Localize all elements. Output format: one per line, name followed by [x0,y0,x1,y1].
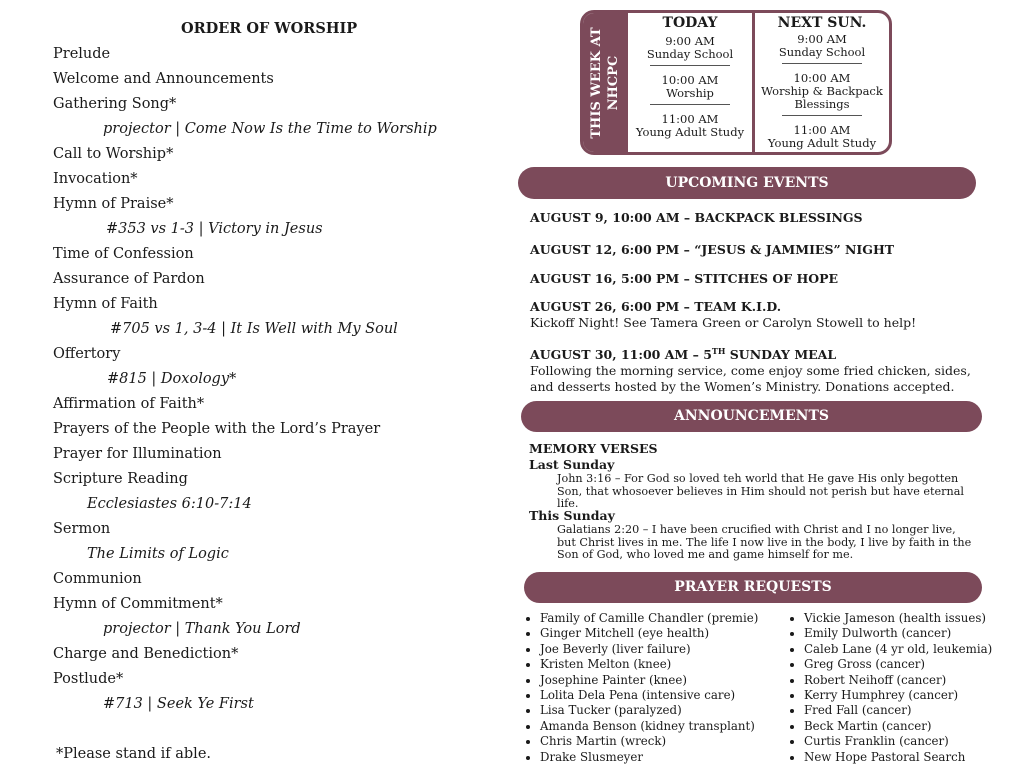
worship-item-detail: projector | Thank You Lord [103,621,301,637]
prayer-request-item: • Lolita Dela Pena (intensive care) [540,688,758,703]
worship-item: Hymn of Praise* [53,196,174,212]
event-item: AUGUST 26, 6:00 PM – TEAM K.I.D. Kickoff Night! See Tamera Green or Carolyn Stowell to help! [530,299,917,330]
event-item: AUGUST 12, 6:00 PM – “JESUS & JAMMIES” NIGHT [530,242,895,257]
prayer-request-item: • New Hope Pastoral Search [804,750,992,765]
last-sunday-label: Last Sunday [529,457,615,472]
worship-item-detail: #713 | Seek Ye First [103,696,254,712]
stand-footnote: *Please stand if able. [56,746,212,762]
prayer-request-item: • Curtis Franklin (cancer) [804,734,992,749]
prayer-request-item: • Kristen Melton (knee) [540,657,758,672]
worship-item: Invocation* [53,171,138,187]
worship-item: Prayers of the People with the Lord’s Prayer [53,421,381,437]
worship-item: Offertory [53,346,121,362]
prayer-list-left [524,611,758,765]
worship-item-detail: projector | Come Now Is the Time to Worship [103,121,437,137]
worship-item: Welcome and Announcements [53,71,274,87]
prayer-request-item: • Fred Fall (cancer) [804,703,992,718]
prayer-request-item: • Greg Gross (cancer) [804,657,992,672]
prayer-requests-banner: PRAYER REQUESTS [524,572,982,603]
worship-item: Charge and Benediction* [53,646,239,662]
worship-item: Communion [53,571,142,587]
upcoming-events-banner: UPCOMING EVENTS [518,167,976,199]
worship-item: Postlude* [53,671,124,687]
this-sunday-verse: Galatians 2:20 – I have been crucified with Christ and I no longer live, but Christ lives in me. The life I now live in the body, I live by faith in the Son of God, who loved me and game himself for me. [557,523,972,561]
memory-verses-heading: MEMORY VERSES [529,441,658,456]
worship-item: Hymn of Faith [53,296,158,312]
worship-item-detail: The Limits of Logic [87,546,229,562]
prayer-request-item: • Lisa Tucker (paralyzed) [540,703,758,718]
prayer-request-item: • Caleb Lane (4 yr old, leukemia) [804,642,992,657]
prayer-request-item: • Drake Slusmeyer [540,750,758,765]
worship-item: Prelude [53,46,111,62]
schedule-band-label: THIS WEEK AT NHCPC [589,27,621,139]
worship-item: Gathering Song* [53,96,177,112]
worship-heading: ORDER OF WORSHIP [181,20,358,37]
prayer-list-right [788,611,992,765]
next-event: 9:00 AM Sunday School [778,32,866,59]
prayer-request-item: • Kerry Humphrey (cancer) [804,688,992,703]
event-item: AUGUST 9, 10:00 AM – BACKPACK BLESSINGS [530,210,863,225]
worship-item: Prayer for Illumination [53,446,222,462]
prayer-request-item: • Vickie Jameson (health issues) [804,611,992,626]
worship-item: Assurance of Pardon [53,271,205,287]
prayer-request-item: • Joe Beverly (liver failure) [540,642,758,657]
worship-item: Affirmation of Faith* [53,396,205,412]
prayer-request-item: • Amanda Benson (kidney transplant) [540,719,758,734]
today-event: 10:00 AM Worship [661,73,719,100]
today-title: TODAY [662,15,718,31]
today-event: 11:00 AM Young Adult Study [635,112,745,139]
prayer-request-item: • Emily Dulworth (cancer) [804,626,992,641]
prayer-request-item: • Beck Martin (cancer) [804,719,992,734]
next-event: 11:00 AM Young Adult Study [767,123,877,150]
today-column [628,15,752,139]
last-sunday-verse: John 3:16 – For God so loved teh world that He gave His only begotten Son, that whosoever believes in Him should not perish but have eternal life. [557,472,964,510]
worship-item: Scripture Reading [53,471,188,487]
prayer-request-item: • Family of Camille Chandler (premie) [540,611,758,626]
worship-item: Call to Worship* [53,146,174,162]
next-sunday-column [755,15,889,150]
this-sunday-label: This Sunday [529,508,615,523]
worship-item-detail: #815 | Doxology* [107,371,237,387]
worship-item: Time of Confession [53,246,194,262]
event-item: AUGUST 16, 5:00 PM – STITCHES OF HOPE [530,271,839,286]
prayer-request-item: • Ginger Mitchell (eye health) [540,626,758,641]
prayer-request-item: • Robert Neihoff (cancer) [804,673,992,688]
event-item: AUGUST 30, 11:00 AM – 5TH SUNDAY MEAL Following the morning service, come enjoy some fried chicken, sides, and desserts hosted by the Women’s Ministry. Donations accepted. [530,346,971,395]
prayer-request-item: • Chris Martin (wreck) [540,734,758,749]
worship-item-detail: Ecclesiastes 6:10-7:14 [87,496,252,512]
next-sunday-title: NEXT SUN. [777,15,867,31]
prayer-request-item: • Josephine Painter (knee) [540,673,758,688]
worship-item-detail: #353 vs 1-3 | Victory in Jesus [106,221,323,237]
worship-item: Hymn of Commitment* [53,596,223,612]
this-week-schedule [580,10,892,155]
today-event: 9:00 AM Sunday School [646,34,734,61]
worship-item-detail: #705 vs 1, 3-4 | It Is Well with My Soul [110,321,398,337]
worship-item: Sermon [53,521,111,537]
announcements-banner: ANNOUNCEMENTS [521,401,982,432]
next-event: 10:00 AM Worship & Backpack Blessings [761,71,883,111]
